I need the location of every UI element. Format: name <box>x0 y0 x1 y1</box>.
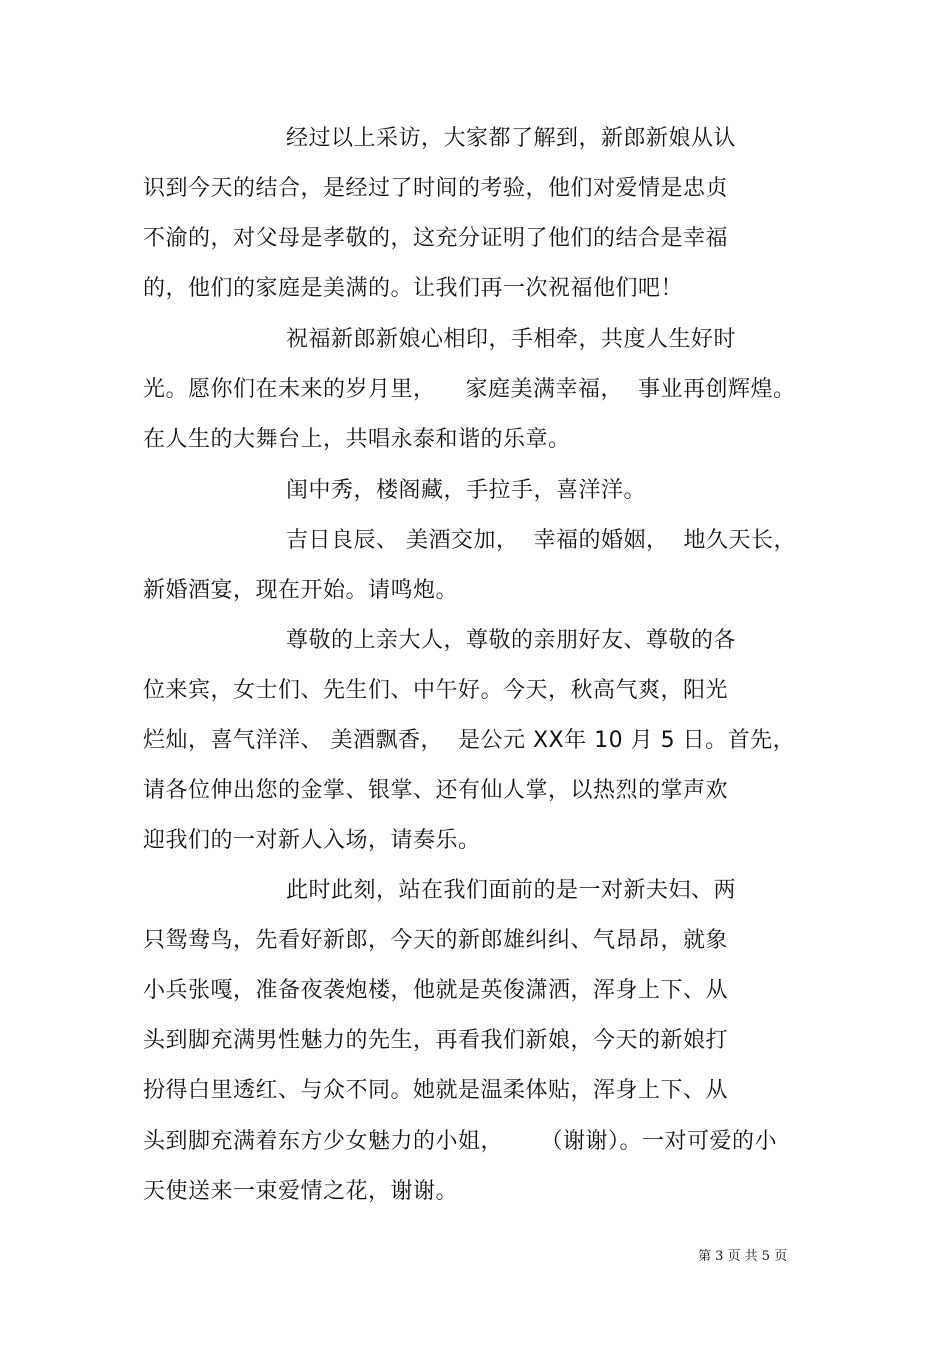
text-line: 位来宾，女士们、先生们、中午好。今天，秋高气爽，阳光 <box>143 678 729 703</box>
text-line: 请各位伸出您的金掌、银掌、还有仙人掌，以热烈的掌声欢 <box>143 778 729 803</box>
text-line: 头到脚充满着东方少女魅力的小姐， （谢谢）。一对可爱的小 <box>143 1129 777 1154</box>
text-line: 天使送来一束爱情之花，谢谢。 <box>143 1179 459 1204</box>
text-line: 烂灿，喜气洋洋、 美酒飘香， 是公元 XX年 10 月 5 日。首先， <box>143 728 796 753</box>
text-line: 吉日良辰、 美酒交加， 幸福的婚姻， 地久天长， <box>286 528 796 553</box>
text-line: 扮得白里透红、与众不同。她就是温柔体贴，浑身上下、从 <box>143 1078 729 1103</box>
text-line: 在人生的大舞台上，共唱永泰和谐的乐章。 <box>143 427 571 452</box>
text-line: 新婚酒宴，现在开始。请鸣炮。 <box>143 578 459 603</box>
text-line: 经过以上采访，大家都了解到，新郎新娘从认 <box>286 126 737 151</box>
text-line: 此时此刻，站在我们面前的是一对新夫妇、两 <box>286 878 737 903</box>
text-line: 的，他们的家庭是美满的。让我们再一次祝福他们吧！ <box>143 276 684 301</box>
text-line: 头到脚充满男性魅力的先生，再看我们新娘，今天的新娘打 <box>143 1028 729 1053</box>
text-line: 祝福新郎新娘心相印，手相牵，共度人生好时 <box>286 327 737 352</box>
text-line: 不渝的，对父母是孝敬的，这充分证明了他们的结合是幸福 <box>143 226 729 251</box>
text-line: 尊敬的上亲大人，尊敬的亲朋好友、尊敬的各 <box>286 628 737 653</box>
text-line: 光。愿你们在未来的岁月里， 家庭美满幸福， 事业再创辉煌。 <box>143 377 796 402</box>
text-line: 识到今天的结合，是经过了时间的考验，他们对爱情是忠贞 <box>143 176 729 201</box>
page-number-footer: 第 3 页 共 5 页 <box>698 1249 788 1264</box>
text-line: 闺中秀，楼阁藏，手拉手，喜洋洋。 <box>286 478 647 503</box>
text-line: 小兵张嘎，准备夜袭炮楼，他就是英俊潇洒，浑身上下、从 <box>143 978 729 1003</box>
text-line: 只鸳鸯鸟，先看好新郎，今天的新郎雄纠纠、气昂昂，就象 <box>143 928 729 953</box>
text-line: 迎我们的一对新人入场，请奏乐。 <box>143 828 481 853</box>
